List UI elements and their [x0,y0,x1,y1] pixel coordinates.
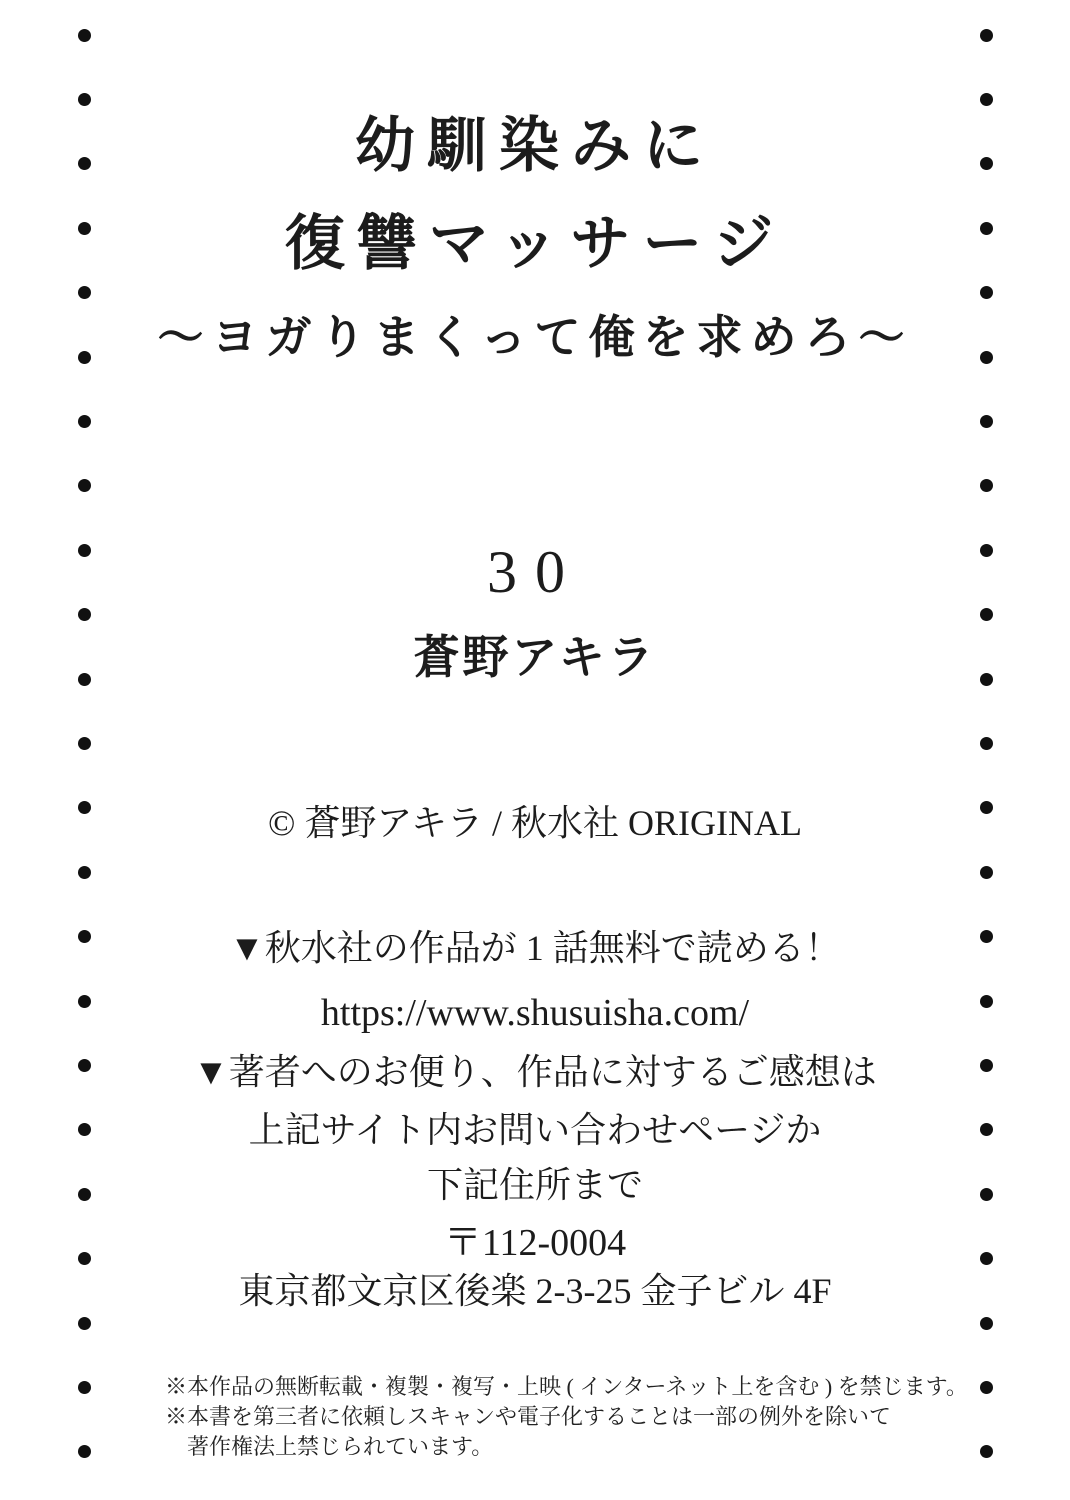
author-name: 蒼野アキラ [413,632,657,683]
volume-number: 30 [487,539,583,605]
edge-dot [78,1445,91,1458]
edge-dot [980,415,993,428]
edge-dot [980,1445,993,1458]
edge-dot [980,737,993,750]
edge-dot [78,93,91,106]
edge-dot [78,479,91,492]
contact-heading: ▼著者へのお便り、作品に対するご感想は [193,1052,877,1092]
edge-dot [78,608,91,621]
series-title-line1: 幼馴染みに [355,113,715,179]
free-read-heading: ▼秋水社の作品が 1 話無料で読める！ [229,928,841,968]
contact-line-site: 上記サイト内お問い合わせページか [248,1110,822,1150]
edge-dot [78,737,91,750]
edge-dot [78,866,91,879]
copyright-line: © 蒼野アキラ / 秋水社 ORIGINAL [268,803,802,843]
publisher-address: 東京都文京区後楽 2-3-25 金子ビル 4F [238,1271,832,1311]
legal-line-1: ※本作品の無断転載・複製・複写・上映 ( インターネット上を含む ) を禁じます。 [165,1374,968,1399]
edge-dot [78,1317,91,1330]
edge-dot [980,29,993,42]
contact-line-address-intro: 下記住所まで [426,1165,643,1205]
edge-dot [78,415,91,428]
edge-dot [78,1381,91,1394]
edge-dot [980,286,993,299]
edge-dot [78,29,91,42]
edge-dot [78,286,91,299]
edge-dot [980,1381,993,1394]
series-subtitle: ～ヨガりまくって俺を求めろ～ [157,312,913,363]
series-title-line2: 復讐マッサージ [284,211,786,277]
edge-dot [980,1317,993,1330]
legal-line-2: ※本書を第三者に依頼しスキャンや電子化することは一部の例外を除いて [165,1404,892,1429]
edge-dot [980,866,993,879]
edge-dot [980,608,993,621]
edge-dot [980,93,993,106]
postal-code: 〒112-0004 [443,1222,627,1264]
legal-line-3: 著作権法上禁じられています。 [187,1434,494,1459]
legal-notice [165,1372,980,1462]
publisher-url: https://www.shusuisha.com/ [320,992,750,1034]
edge-dot [980,479,993,492]
